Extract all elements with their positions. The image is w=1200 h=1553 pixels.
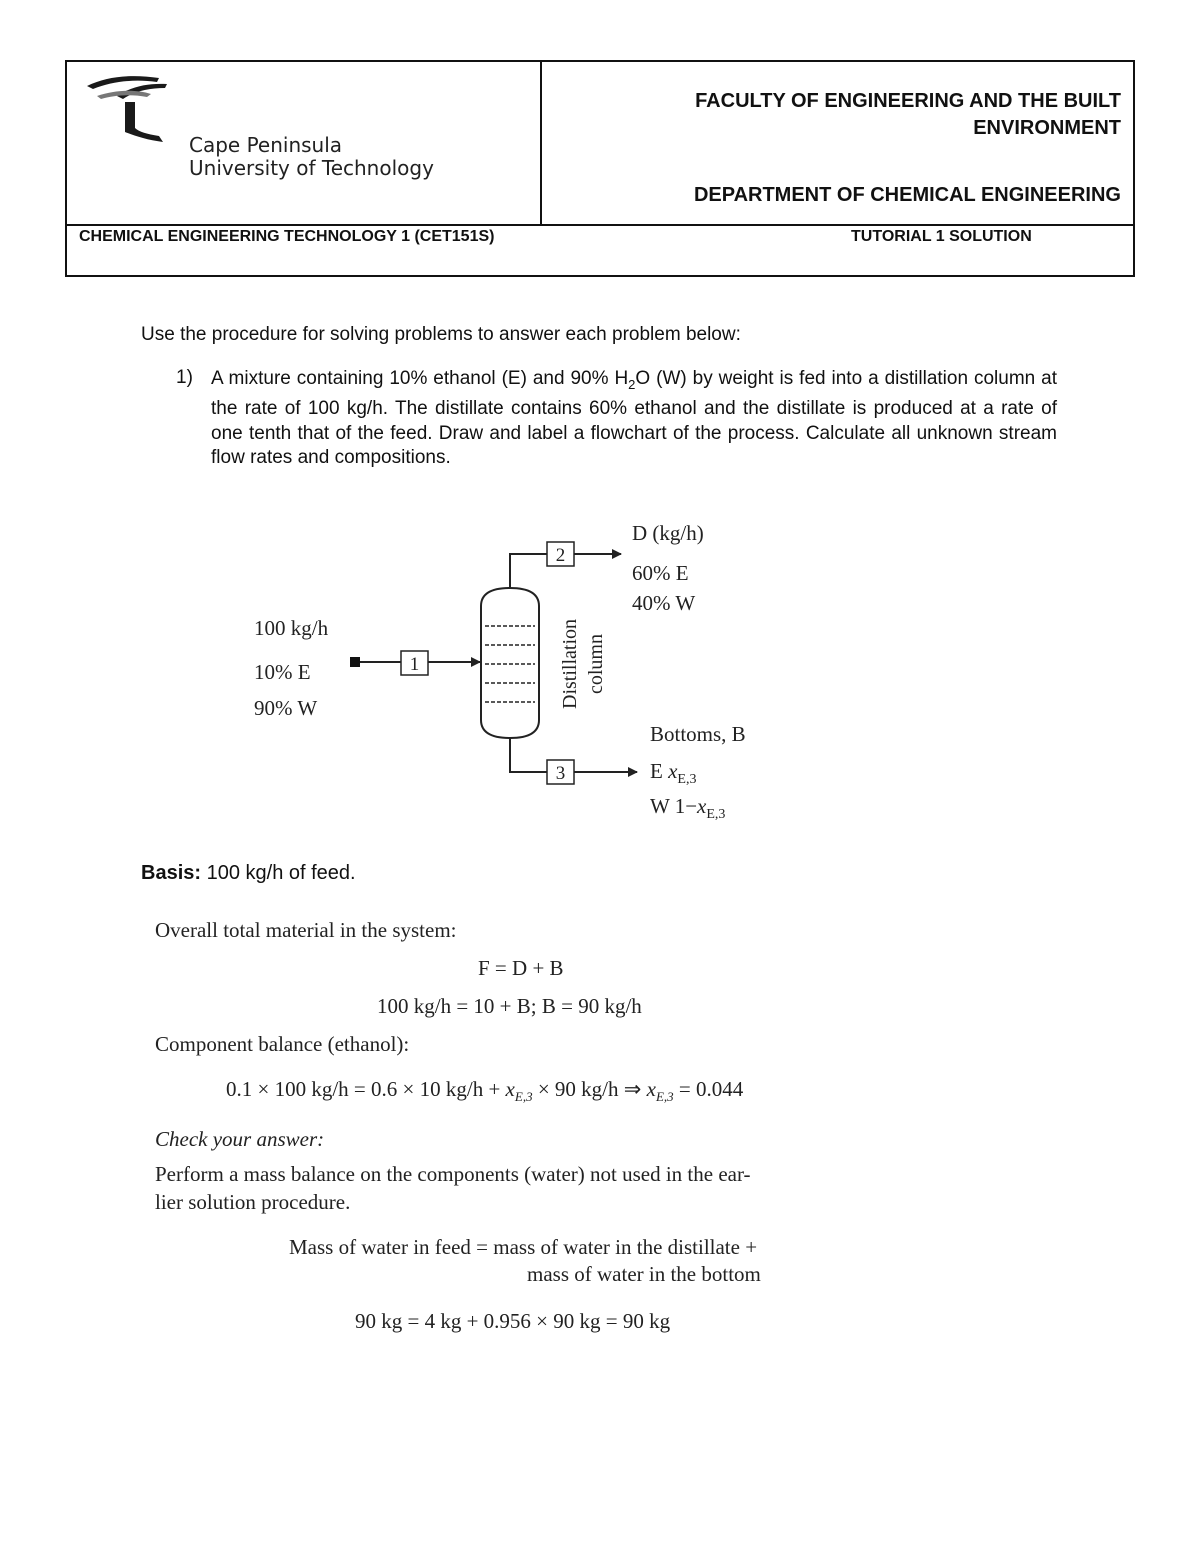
stream-2-label: 2 <box>555 545 566 566</box>
overall-balance-heading: Overall total material in the system: <box>155 918 457 942</box>
bottoms-water-label: W $1-x_{E,3}$ <box>650 794 726 822</box>
question-number: 1) <box>176 367 193 388</box>
feed-ethanol-label: 10% E <box>254 660 311 684</box>
equation-component: 0.1 × 100 kg/h = 0.6 × 10 $kg/h + x_{E,3} \times 90$ kg/h ⇒ $x_{E,3} = 0.044$ <box>226 1077 744 1105</box>
logo-text <box>189 134 434 180</box>
check-text-line-1: Perform a mass balance on the components (water) not used in the ear- <box>155 1162 751 1186</box>
tutorial-title: TUTORIAL 1 SOLUTION <box>851 228 1032 245</box>
header-divider-horizontal <box>67 224 1133 226</box>
university-logo <box>87 72 447 192</box>
faculty-line-2: ENVIRONMENT <box>973 117 1121 139</box>
distillate-ethanol-label: 60% E <box>632 561 689 585</box>
feed-source-marker <box>350 657 360 667</box>
basis-label: Basis: <box>141 862 202 884</box>
distillation-flowchart <box>240 512 780 832</box>
faculty-line-1: FACULTY OF ENGINEERING AND THE BUILT <box>695 90 1121 112</box>
distillation-column-vessel <box>481 588 539 738</box>
question-text-b: O (W) by weight is fed into a distillation column at the rate of 100 kg/h. The distillate contains 60% ethanol and the distillate is produced at a rate of one tenth that of the feed. Draw and label a flowchart of the process. Calculate all unknown stream flow rates and compositions. <box>211 368 1057 469</box>
distillate-line-a <box>510 554 547 588</box>
equation-overall-2: 100 kg/h = 10 + B; B = 90 kg/h <box>377 994 642 1018</box>
water-balance-result: 90 kg = 4 kg + 0.956 × 90 kg = 90 kg <box>355 1309 671 1333</box>
faculty-title <box>561 88 1121 142</box>
distillate-water-label: 40% W <box>632 591 696 615</box>
question-text-a: A mixture containing 10% ethanol (E) and 90% H <box>211 368 629 389</box>
equation-overall-1: F = D + B <box>478 956 564 980</box>
distillate-rate-label: D (kg/h) <box>632 521 704 545</box>
department-title: DEPARTMENT OF CHEMICAL ENGINEERING <box>693 184 1121 206</box>
check-answer-heading: Check your answer: <box>155 1127 325 1151</box>
water-balance-line-1: Mass of water in feed = mass of water in the distillate + <box>289 1235 758 1259</box>
logo-line-1: Cape Peninsula <box>189 133 343 157</box>
column-label-line-1: Distillation <box>559 619 581 709</box>
column-label-line-2: column <box>585 634 607 694</box>
feed-water-label: 90% W <box>254 696 318 720</box>
bottoms-line-a <box>510 738 547 772</box>
course-title: CHEMICAL ENGINEERING TECHNOLOGY 1 (CET151S) <box>79 228 495 245</box>
intro-text: Use the procedure for solving problems to answer each problem below: <box>141 324 741 345</box>
question-text <box>211 367 1057 471</box>
logo-emblem-icon <box>87 72 197 152</box>
header-divider-vertical <box>540 62 542 225</box>
stream-1-label: 1 <box>409 654 420 675</box>
bottoms-label: Bottoms, B <box>650 722 746 746</box>
bottoms-ethanol-label: E $x_{E,3}$ <box>650 759 697 787</box>
feed-rate-label: 100 kg/h <box>254 616 329 640</box>
component-balance-heading: Component balance (ethanol): <box>155 1032 410 1056</box>
basis-statement <box>141 862 356 885</box>
question-text-subscript: 2 <box>628 376 636 392</box>
check-text-line-2: lier solution procedure. <box>155 1190 351 1214</box>
basis-text: 100 kg/h of feed. <box>201 862 356 884</box>
logo-line-2: University of Technology <box>189 156 434 180</box>
water-balance-line-2: mass of water in the bottom <box>527 1262 761 1286</box>
stream-3-label: 3 <box>555 763 566 784</box>
header-table <box>65 60 1135 277</box>
